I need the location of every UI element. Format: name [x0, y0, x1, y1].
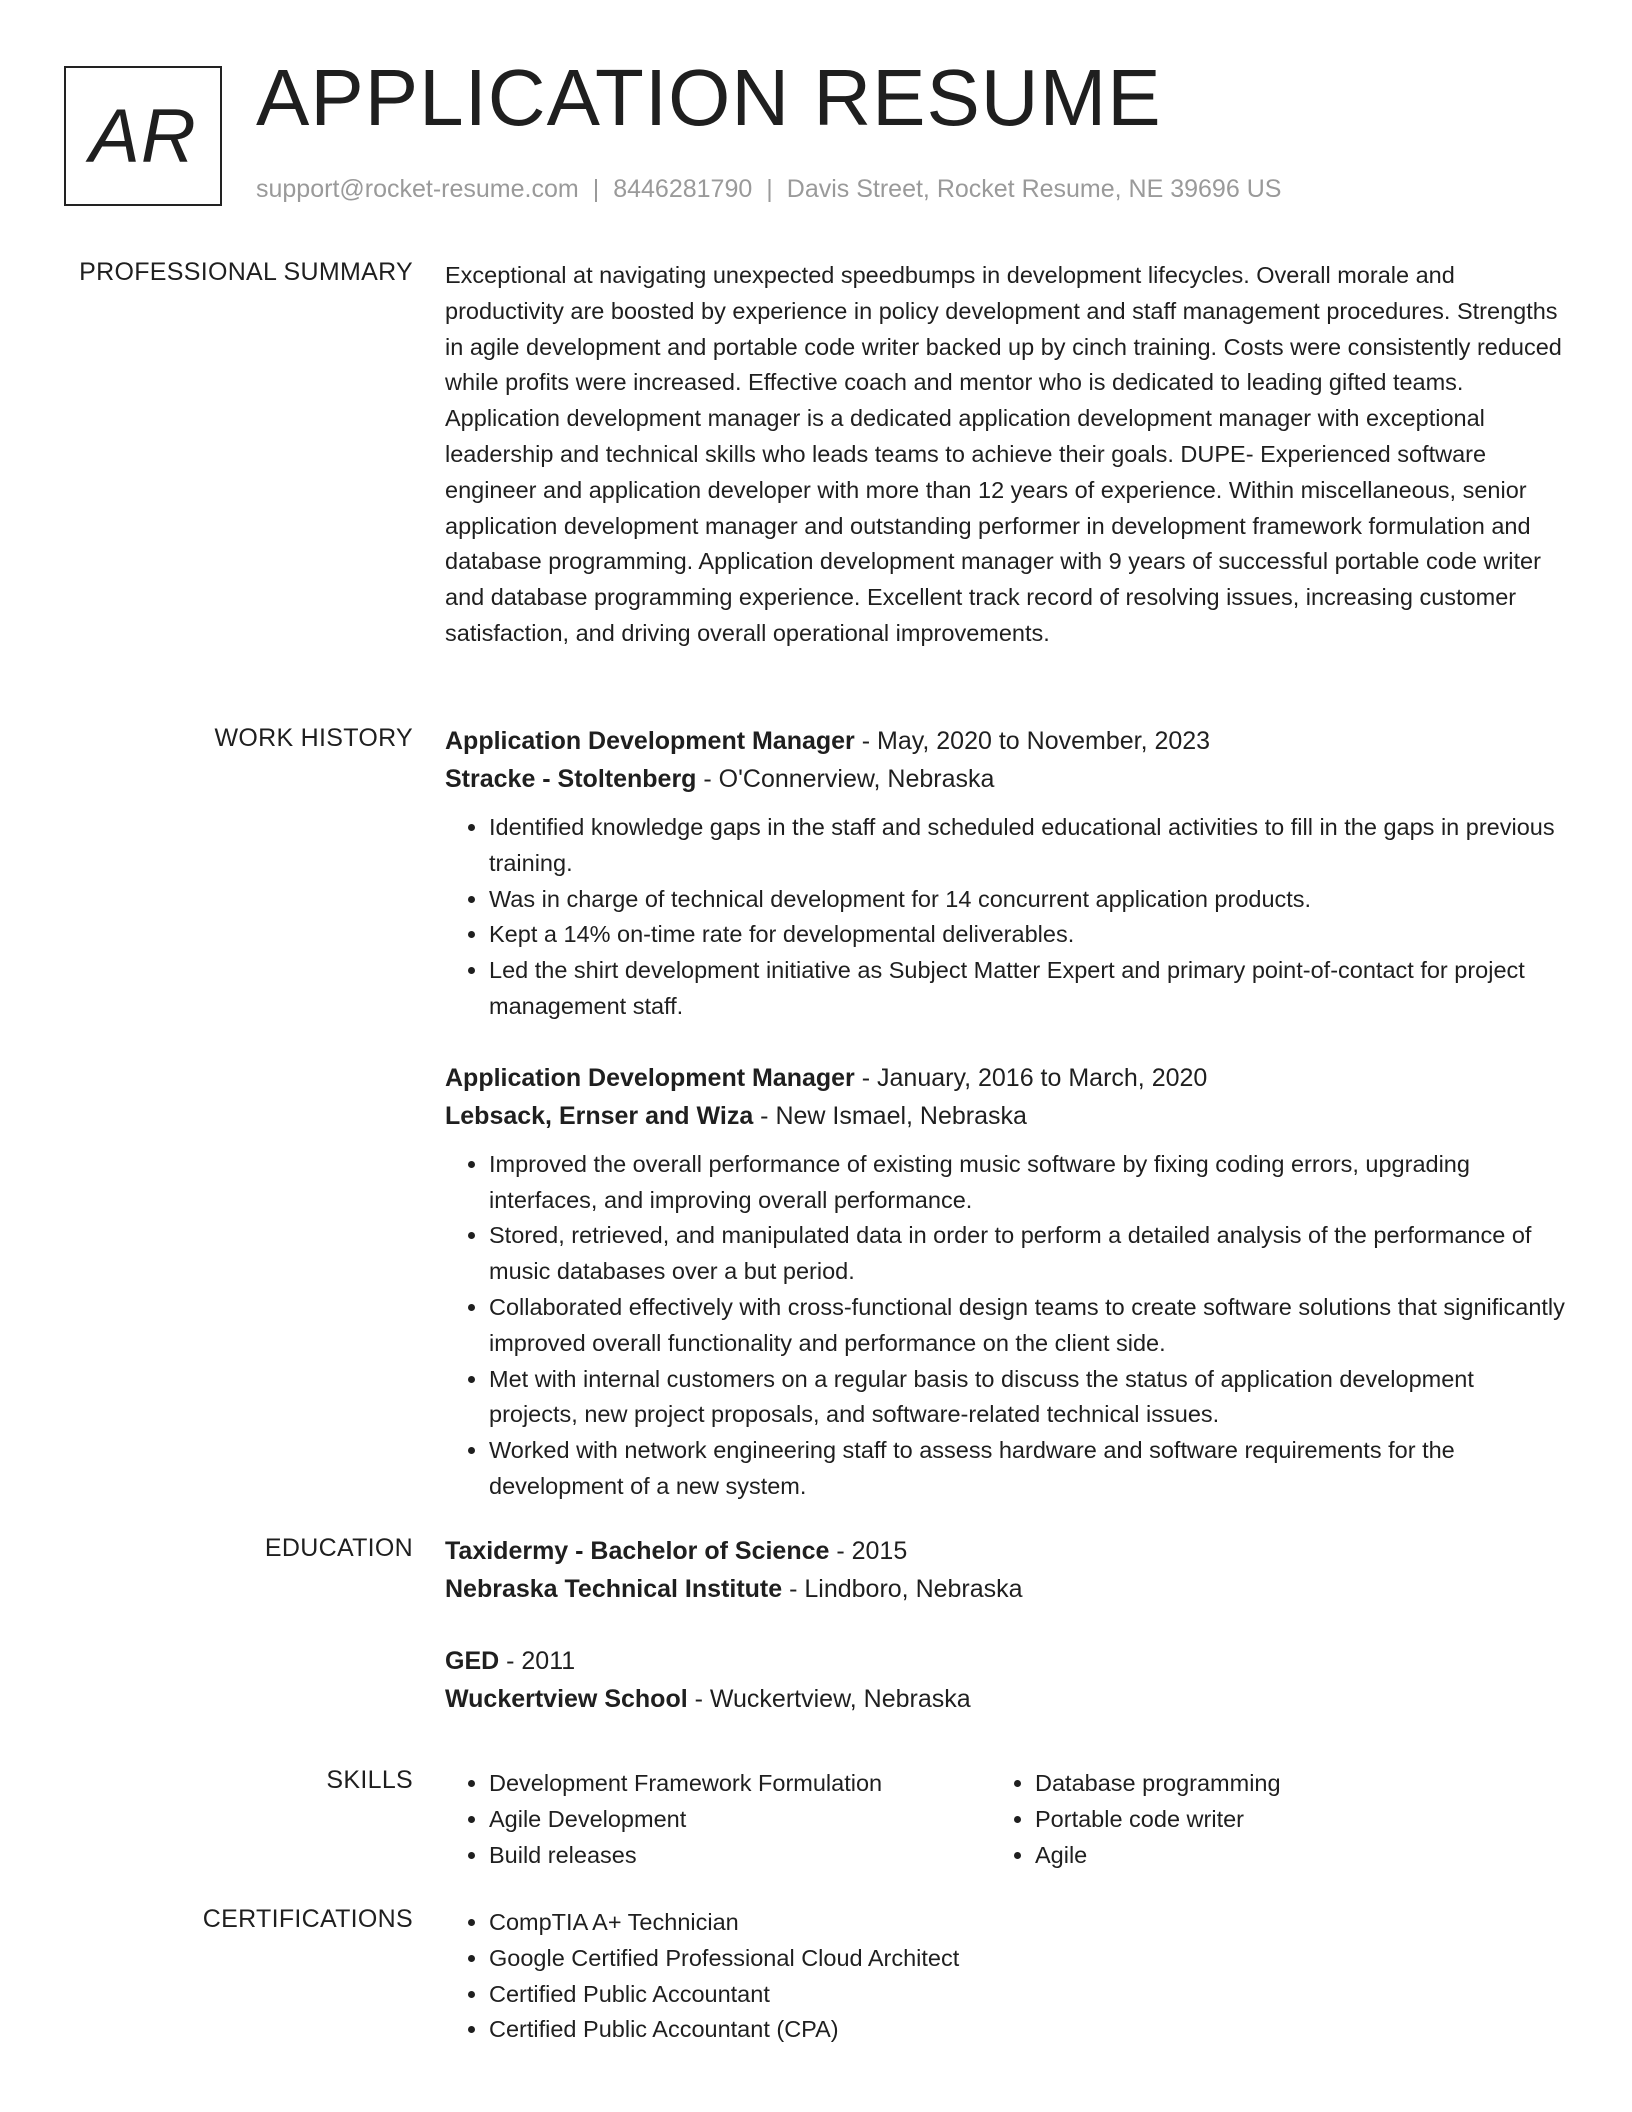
job-dates: - January, 2016 to March, 2020 [854, 1063, 1208, 1092]
school: Wuckertview School [445, 1685, 688, 1713]
contact-separator: | [592, 175, 600, 203]
list-item: • Build releases [489, 1838, 991, 1874]
list-item: • CompTIA A+ Technician [489, 1905, 1565, 1941]
list-item: • Led the shirt development initiative as Subject Matter Expert and primary point-of-contact for project management staff. [489, 953, 1565, 1025]
contact-phone: 8446281790 [613, 175, 753, 203]
section-heading: EDUCATION [264, 1534, 413, 1562]
certifications-list [445, 1905, 1565, 2048]
certifications-body [445, 1905, 1565, 2048]
list-item: • Development Framework Formulation [489, 1766, 991, 1802]
degree: Taxidermy - Bachelor of Science [445, 1537, 830, 1565]
work-history-body [445, 722, 1565, 1505]
skills-list [445, 1766, 991, 1873]
degree-line [445, 1642, 1565, 1680]
list-item: • Kept a 14% on-time rate for developmental deliverables. [489, 917, 1565, 953]
skills-column [445, 1766, 991, 1873]
job-company-line [445, 760, 1565, 798]
list-item: • Google Certified Professional Cloud Architect [489, 1941, 1565, 1977]
degree: GED [445, 1647, 500, 1675]
list-item: • Collaborated effectively with cross-functional design teams to create software solutions that significantly improved overall functionality and performance on the client side. [489, 1290, 1565, 1362]
job-title-line [445, 722, 1565, 760]
list-item: • Certified Public Accountant (CPA) [489, 2012, 1565, 2048]
job-location: - O'Connerview, Nebraska [696, 765, 995, 793]
job-dates: - May, 2020 to November, 2023 [854, 727, 1211, 755]
list-item: • Improved the overall performance of existing music software by fixing coding errors, upgrading interfaces, and improving overall performance. [489, 1147, 1565, 1219]
section-heading: PROFESSIONAL SUMMARY [79, 258, 413, 286]
job-company: Stracke - Stoltenberg [445, 765, 697, 793]
skills-body [445, 1766, 1565, 1873]
school: Nebraska Technical Institute [445, 1575, 783, 1603]
education-body [445, 1532, 1565, 1718]
education-entry [445, 1532, 1565, 1608]
degree-line [445, 1532, 1565, 1570]
degree-year: - 2011 [499, 1647, 576, 1675]
list-item: • Was in charge of technical development for 14 concurrent application products. [489, 882, 1565, 918]
list-item: • Portable code writer [1035, 1802, 1491, 1838]
job-bullets [445, 810, 1565, 1025]
list-item: • Met with internal customers on a regular basis to discuss the status of application development projects, new project proposals, and software-related technical issues. [489, 1362, 1565, 1434]
degree-year: - 2015 [829, 1537, 908, 1565]
job-company-line [445, 1097, 1565, 1135]
school-location: - Lindboro, Nebraska [782, 1575, 1023, 1603]
education-entry [445, 1642, 1565, 1718]
summary-body [445, 258, 1565, 652]
skills-column [991, 1766, 1491, 1873]
job-location: - New Ismael, Nebraska [753, 1101, 1027, 1130]
job-entry [445, 722, 1565, 1025]
skills-list [991, 1766, 1491, 1873]
summary-text: Exceptional at navigating unexpected speedbumps in development lifecycles. Overall morale and productivity are boosted by experience in policy development and staff management procedures. Strengths in agile development and portable code writer backed up by cinch training. Costs were consistently reduced while profits were increased. Effective coach and mentor who is dedicated to leading gifted teams. Application development manager is a dedicated application development manager with exceptional leadership and technical skills who leads teams to achieve their goals. DUPE- Experienced software engineer and application developer with more than 12 years of experience. Within miscellaneous, senior application development manager and outstanding performer in development framework formulation and database programming. Application development manager with 9 years of successful portable code writer and database programming experience. Excellent track record of resolving issues, increasing customer satisfaction, and driving overall operational improvements. [445, 262, 1562, 646]
job-title: Application Development Manager [445, 1063, 855, 1092]
page-title: APPLICATION RESUME [256, 53, 1162, 142]
list-item: • Worked with network engineering staff to assess hardware and software requirements for the development of a new system. [489, 1433, 1565, 1505]
school-line [445, 1680, 1565, 1718]
list-item: • Agile [1035, 1838, 1491, 1874]
contact-separator: | [766, 175, 773, 203]
job-title-line [445, 1059, 1565, 1097]
section-heading: SKILLS [326, 1766, 413, 1794]
school-line [445, 1570, 1565, 1608]
section-heading: WORK HISTORY [214, 724, 413, 752]
list-item: • Stored, retrieved, and manipulated data in order to perform a detailed analysis of the performance of music databases over a but period. [489, 1218, 1565, 1290]
job-bullets [445, 1147, 1565, 1505]
list-item: • Certified Public Accountant [489, 1977, 1565, 2013]
contact-line [256, 175, 1281, 204]
list-item: • Agile Development [489, 1802, 991, 1838]
list-item: • Identified knowledge gaps in the staff and scheduled educational activities to fill in the gaps in previous training. [489, 810, 1565, 882]
monogram-logo [64, 66, 222, 206]
job-entry [445, 1059, 1565, 1505]
school-location: - Wuckertview, Nebraska [687, 1685, 971, 1713]
contact-address: Davis Street, Rocket Resume, NE 39696 US [786, 175, 1282, 203]
monogram-text: AR [89, 93, 197, 179]
contact-email: support@rocket-resume.com [256, 175, 579, 203]
job-title: Application Development Manager [445, 727, 855, 755]
job-company: Lebsack, Ernser and Wiza [445, 1101, 754, 1130]
list-item: • Database programming [1035, 1766, 1491, 1802]
section-heading: CERTIFICATIONS [202, 1905, 413, 1933]
